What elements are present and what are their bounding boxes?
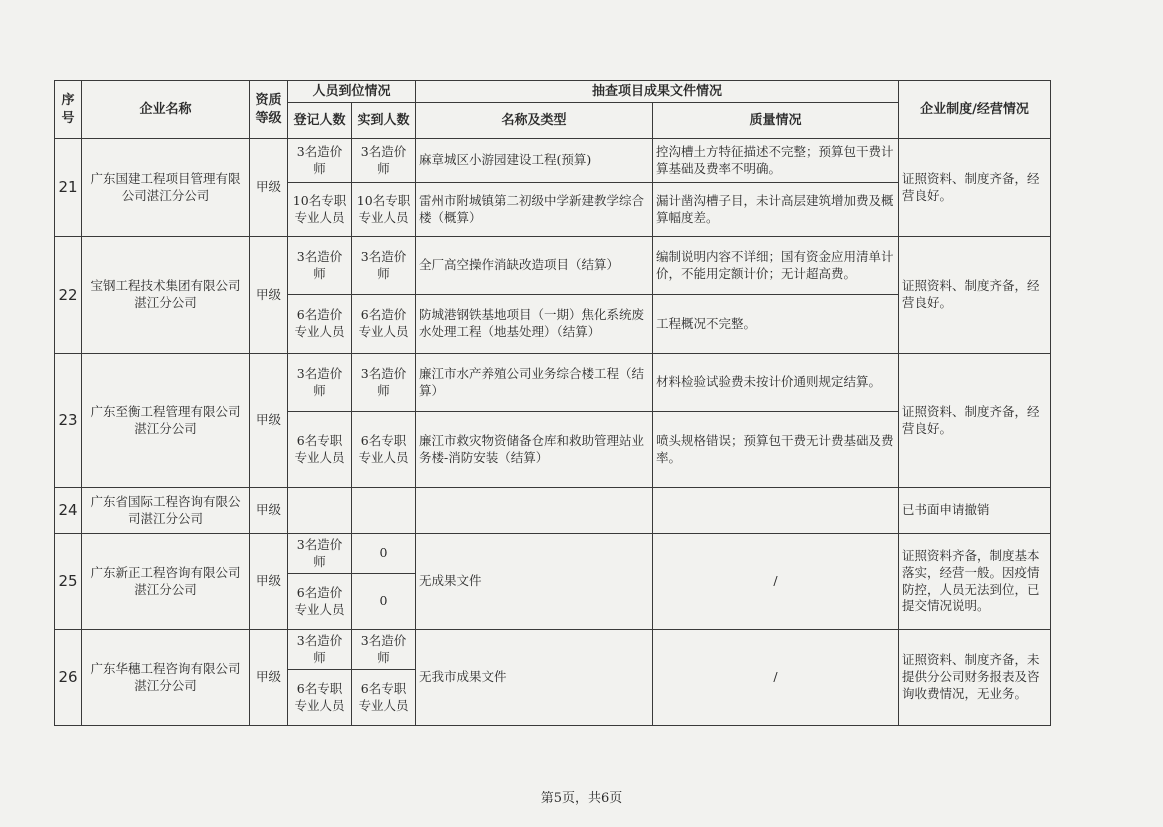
inspection-table-container [54, 80, 1050, 726]
registered-staff: 10名专职专业人员 [288, 183, 352, 237]
system-status: 已书面申请撤销 [899, 488, 1051, 534]
system-status: 证照资料、制度齐备，未提供分公司财务报表及咨询收费情况，无业务。 [899, 630, 1051, 726]
actual-staff: 6名造价专业人员 [352, 295, 416, 354]
header-seq: 序号 [55, 81, 82, 139]
project-name: 麻章城区小游园建设工程(预算) [416, 139, 653, 183]
registered-staff: 3名造价师 [288, 354, 352, 412]
qualification-grade: 甲级 [250, 237, 288, 354]
company-name: 广东华穗工程咨询有限公司湛江分公司 [82, 630, 250, 726]
quality-note: 编制说明内容不详细；国有资金应用清单计价，不能用定额计价；无计超高费。 [653, 237, 899, 295]
actual-staff: 3名造价师 [352, 630, 416, 670]
header-quality: 质量情况 [653, 103, 899, 139]
system-status: 证照资料、制度齐备，经营良好。 [899, 354, 1051, 488]
registered-staff: 6名专职专业人员 [288, 412, 352, 488]
table-row [55, 630, 1051, 670]
company-name: 广东省国际工程咨询有限公司湛江分公司 [82, 488, 250, 534]
project-name: 无成果文件 [416, 534, 653, 630]
registered-staff: 6名造价专业人员 [288, 574, 352, 630]
project-name: 无我市成果文件 [416, 630, 653, 726]
header-actual: 实到人数 [352, 103, 416, 139]
quality-note: 漏计凿沟槽子目，未计高层建筑增加费及概算幅度差。 [653, 183, 899, 237]
company-name: 广东至衡工程管理有限公司湛江分公司 [82, 354, 250, 488]
registered-staff: 6名造价专业人员 [288, 295, 352, 354]
row-number: 21 [55, 139, 82, 237]
actual-staff: 3名造价师 [352, 139, 416, 183]
header-system: 企业制度/经营情况 [899, 81, 1051, 139]
qualification-grade: 甲级 [250, 534, 288, 630]
quality-note [653, 488, 899, 534]
page-footer: 第5页，共6页 [540, 791, 623, 806]
registered-staff [288, 488, 352, 534]
header-registered: 登记人数 [288, 103, 352, 139]
company-name: 宝钢工程技术集团有限公司湛江分公司 [82, 237, 250, 354]
header-company: 企业名称 [82, 81, 250, 139]
actual-staff: 3名造价师 [352, 237, 416, 295]
system-status: 证照资料、制度齐备，经营良好。 [899, 237, 1051, 354]
project-name: 防城港钢铁基地项目（一期）焦化系统废水处理工程（地基处理）（结算） [416, 295, 653, 354]
actual-staff [352, 488, 416, 534]
actual-staff: 0 [352, 574, 416, 630]
qualification-grade: 甲级 [250, 354, 288, 488]
actual-staff: 6名专职专业人员 [352, 670, 416, 726]
header-grade: 资质等级 [250, 81, 288, 139]
table-row [55, 237, 1051, 295]
header-staff-group: 人员到位情况 [288, 81, 416, 103]
table-row [55, 139, 1051, 183]
actual-staff: 6名专职专业人员 [352, 412, 416, 488]
quality-note: 材料检验试验费未按计价通则规定结算。 [653, 354, 899, 412]
quality-note: / [653, 630, 899, 726]
table-row [55, 488, 1051, 534]
row-number: 26 [55, 630, 82, 726]
quality-note: 工程概况不完整。 [653, 295, 899, 354]
qualification-grade: 甲级 [250, 630, 288, 726]
project-name: 雷州市附城镇第二初级中学新建教学综合楼（概算） [416, 183, 653, 237]
actual-staff: 0 [352, 534, 416, 574]
system-status: 证照资料齐备，制度基本落实，经营一般。因疫情防控，人员无法到位，已提交情况说明。 [899, 534, 1051, 630]
actual-staff: 10名专职专业人员 [352, 183, 416, 237]
header-name-type: 名称及类型 [416, 103, 653, 139]
project-name [416, 488, 653, 534]
registered-staff: 3名造价师 [288, 534, 352, 574]
qualification-grade: 甲级 [250, 139, 288, 237]
project-name: 廉江市水产养殖公司业务综合楼工程（结算） [416, 354, 653, 412]
actual-staff: 3名造价师 [352, 354, 416, 412]
project-name: 全厂高空操作消缺改造项目（结算） [416, 237, 653, 295]
table-row [55, 354, 1051, 412]
qualification-grade: 甲级 [250, 488, 288, 534]
system-status: 证照资料、制度齐备，经营良好。 [899, 139, 1051, 237]
row-number: 25 [55, 534, 82, 630]
company-name: 广东新正工程咨询有限公司湛江分公司 [82, 534, 250, 630]
project-name: 廉江市救灾物资储备仓库和救助管理站业务楼-消防安装（结算） [416, 412, 653, 488]
quality-note: / [653, 534, 899, 630]
quality-note: 喷头规格错误；预算包干费无计费基础及费率。 [653, 412, 899, 488]
registered-staff: 3名造价师 [288, 237, 352, 295]
row-number: 22 [55, 237, 82, 354]
registered-staff: 3名造价师 [288, 630, 352, 670]
quality-note: 控沟槽土方特征描述不完整；预算包干费计算基础及费率不明确。 [653, 139, 899, 183]
header-project-group: 抽查项目成果文件情况 [416, 81, 899, 103]
row-number: 24 [55, 488, 82, 534]
inspection-table [54, 80, 1051, 726]
table-row [55, 534, 1051, 574]
company-name: 广东国建工程项目管理有限公司湛江分公司 [82, 139, 250, 237]
row-number: 23 [55, 354, 82, 488]
registered-staff: 6名专职专业人员 [288, 670, 352, 726]
registered-staff: 3名造价师 [288, 139, 352, 183]
